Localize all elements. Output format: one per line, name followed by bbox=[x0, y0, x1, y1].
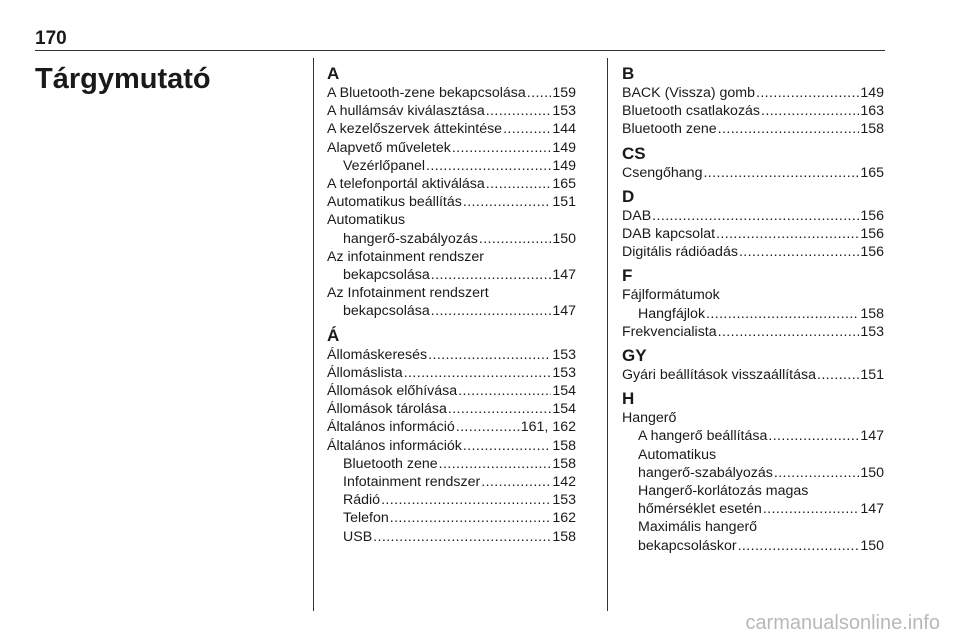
entry-label: USB bbox=[343, 528, 373, 545]
entry-page-number: 151 bbox=[552, 194, 576, 211]
dot-leader bbox=[456, 418, 520, 436]
entry-page-number: 149 bbox=[860, 85, 884, 101]
entry-label: A telefonportál aktiválása bbox=[327, 176, 485, 193]
index-entry[interactable] bbox=[327, 455, 576, 473]
index-entry[interactable] bbox=[622, 207, 884, 225]
entry-label: Infotainment rendszer bbox=[343, 474, 481, 491]
section-letter: H bbox=[622, 389, 635, 409]
dot-leader bbox=[527, 84, 552, 102]
section-letter: D bbox=[622, 186, 635, 206]
entry-label: bekapcsolása bbox=[343, 267, 430, 284]
index-title: Tárgymutató bbox=[35, 63, 211, 95]
entry-label: hangerő-szabályozás bbox=[343, 230, 478, 247]
dot-leader bbox=[404, 364, 552, 382]
index-entry[interactable] bbox=[622, 164, 884, 182]
section-letter: F bbox=[622, 266, 633, 286]
index-entry[interactable] bbox=[327, 528, 576, 546]
entry-page-number: 144 bbox=[552, 121, 576, 138]
section-letter: CS bbox=[622, 143, 646, 163]
entry-page-number: 149 bbox=[552, 157, 576, 174]
section-letter: GY bbox=[622, 346, 647, 366]
index-entry[interactable] bbox=[622, 500, 884, 518]
dot-leader bbox=[458, 382, 551, 400]
entry-label: Bluetooth csatlakozás bbox=[622, 103, 761, 120]
dot-leader bbox=[481, 473, 551, 491]
index-entry[interactable] bbox=[327, 473, 576, 491]
header-rule bbox=[35, 50, 885, 51]
entry-page-number: 151 bbox=[860, 367, 884, 384]
index-section bbox=[622, 346, 884, 384]
entry-page-number: 153 bbox=[552, 346, 576, 363]
column-divider-2 bbox=[607, 58, 608, 611]
entry-label: Automatikus beállítás bbox=[327, 194, 462, 211]
dot-leader bbox=[381, 491, 551, 509]
dot-leader bbox=[716, 225, 859, 243]
entry-label: DAB bbox=[622, 207, 652, 224]
index-section bbox=[622, 64, 884, 139]
entry-page-number: 156 bbox=[860, 226, 884, 243]
index-entry[interactable] bbox=[622, 427, 884, 445]
dot-leader bbox=[817, 366, 859, 384]
index-section bbox=[327, 326, 576, 546]
index-entry[interactable] bbox=[327, 230, 576, 248]
dot-leader bbox=[761, 102, 859, 120]
entry-label: A hullámsáv kiválasztása bbox=[327, 103, 485, 120]
dot-leader bbox=[486, 102, 552, 120]
entry-heading: Automatikus bbox=[327, 212, 406, 229]
entry-page-number: 158 bbox=[552, 455, 576, 472]
entry-page-number: 159 bbox=[552, 85, 576, 101]
entry-label: Telefon bbox=[343, 510, 389, 527]
entry-label: Csengőhang bbox=[622, 164, 703, 181]
dot-leader bbox=[373, 528, 551, 546]
index-entry[interactable] bbox=[327, 102, 576, 120]
index-entry[interactable] bbox=[327, 266, 576, 284]
index-entry[interactable] bbox=[622, 464, 884, 482]
entry-page-number: 153 bbox=[552, 364, 576, 381]
entry-label: hangerő-szabályozás bbox=[638, 464, 773, 481]
entry-page-number: 149 bbox=[552, 139, 576, 156]
entry-page-number: 147 bbox=[552, 267, 576, 284]
index-section bbox=[622, 144, 884, 182]
entry-page-number: 161, 162 bbox=[520, 419, 576, 436]
index-entry[interactable] bbox=[622, 243, 884, 261]
index-entry[interactable] bbox=[327, 491, 576, 509]
entry-heading: Automatikus bbox=[638, 446, 717, 463]
dot-leader bbox=[763, 500, 860, 518]
entry-heading: Maximális hangerő bbox=[638, 519, 758, 536]
dot-leader bbox=[774, 464, 859, 482]
entry-page-number: 158 bbox=[552, 528, 576, 545]
section-letter: Á bbox=[327, 325, 340, 345]
entry-label: Vezérlőpanel bbox=[343, 157, 426, 174]
entry-page-number: 147 bbox=[860, 428, 884, 445]
index-entry[interactable] bbox=[622, 537, 884, 555]
entry-label: bekapcsoláskor bbox=[638, 537, 737, 554]
entry-page-number: 158 bbox=[552, 437, 576, 454]
entry-label: Általános információk bbox=[327, 437, 462, 454]
dot-leader bbox=[428, 346, 551, 364]
index-entry[interactable] bbox=[622, 102, 884, 120]
dot-leader bbox=[448, 400, 551, 418]
dot-leader bbox=[463, 193, 551, 211]
entry-label: Digitális rádióadás bbox=[622, 244, 738, 261]
dot-leader bbox=[390, 509, 552, 527]
entry-heading: Az Infotainment rendszert bbox=[327, 285, 489, 302]
index-entry[interactable] bbox=[327, 139, 576, 157]
entry-label: Általános információ bbox=[327, 419, 455, 436]
entry-label: Állomások tárolása bbox=[327, 401, 447, 418]
entry-label: Gyári beállítások visszaállítása bbox=[622, 367, 816, 384]
index-entry[interactable] bbox=[622, 366, 884, 384]
dot-leader bbox=[768, 427, 859, 445]
index-section bbox=[622, 187, 884, 262]
entry-label: Állomáskeresés bbox=[327, 346, 428, 363]
entry-page-number: 162 bbox=[552, 510, 576, 527]
index-section bbox=[622, 266, 884, 341]
index-entry[interactable] bbox=[327, 302, 576, 320]
dot-leader bbox=[703, 164, 859, 182]
index-section bbox=[622, 389, 884, 555]
index-entry[interactable] bbox=[327, 418, 576, 436]
dot-leader bbox=[479, 230, 551, 248]
dot-leader bbox=[738, 537, 860, 555]
column-divider-1 bbox=[313, 58, 314, 611]
entry-label: A kezelőszervek áttekintése bbox=[327, 121, 503, 138]
index-entry[interactable] bbox=[327, 364, 576, 382]
index-entry[interactable] bbox=[622, 305, 884, 323]
dot-leader bbox=[718, 120, 860, 138]
dot-leader bbox=[756, 84, 859, 102]
entry-label: Állomások előhívása bbox=[327, 383, 458, 400]
dot-leader bbox=[706, 305, 859, 323]
index-entry[interactable] bbox=[327, 84, 576, 102]
index-column-2 bbox=[622, 64, 884, 555]
index-entry[interactable] bbox=[327, 120, 576, 138]
entry-label: A Bluetooth-zene bekapcsolása bbox=[327, 85, 526, 101]
entry-heading: Hangerő-korlátozás magas bbox=[638, 483, 809, 500]
index-entry[interactable] bbox=[327, 400, 576, 418]
entry-page-number: 153 bbox=[552, 103, 576, 120]
entry-page-number: 165 bbox=[860, 164, 884, 181]
entry-heading: Fájlformátumok bbox=[622, 287, 720, 304]
index-entry[interactable] bbox=[622, 225, 884, 243]
entry-label: Hangfájlok bbox=[638, 305, 706, 322]
dot-leader bbox=[503, 120, 551, 138]
index-entry[interactable] bbox=[622, 84, 884, 102]
entry-label: Bluetooth zene bbox=[343, 455, 438, 472]
index-entry[interactable] bbox=[327, 509, 576, 527]
index-entry[interactable] bbox=[327, 175, 576, 193]
dot-leader bbox=[463, 437, 551, 455]
watermark: carmanualsonline.info bbox=[745, 612, 940, 634]
entry-heading: Hangerő bbox=[622, 410, 677, 427]
dot-leader bbox=[486, 175, 552, 193]
entry-label: Állomáslista bbox=[327, 364, 403, 381]
index-entry[interactable] bbox=[327, 193, 576, 211]
dot-leader bbox=[718, 323, 860, 341]
entry-label: A hangerő beállítása bbox=[638, 428, 768, 445]
index-entry[interactable] bbox=[327, 346, 576, 364]
entry-label: DAB kapcsolat bbox=[622, 226, 716, 243]
index-section bbox=[327, 64, 576, 321]
entry-page-number: 156 bbox=[860, 207, 884, 224]
entry-page-number: 158 bbox=[860, 121, 884, 138]
entry-label: bekapcsolása bbox=[343, 303, 430, 320]
dot-leader bbox=[426, 157, 551, 175]
entry-page-number: 154 bbox=[552, 383, 576, 400]
section-letter: A bbox=[327, 64, 340, 83]
entry-label: Alapvető műveletek bbox=[327, 139, 451, 156]
entry-label: BACK (Vissza) gomb bbox=[622, 85, 755, 101]
entry-page-number: 153 bbox=[552, 492, 576, 509]
entry-page-number: 150 bbox=[552, 230, 576, 247]
entry-page-number: 153 bbox=[860, 323, 884, 340]
entry-page-number: 163 bbox=[860, 103, 884, 120]
entry-page-number: 156 bbox=[860, 244, 884, 261]
entry-page-number: 142 bbox=[552, 474, 576, 491]
entry-page-number: 154 bbox=[552, 401, 576, 418]
index-entry[interactable] bbox=[622, 323, 884, 341]
section-letter: B bbox=[622, 64, 635, 83]
index-column-1 bbox=[327, 64, 576, 546]
entry-page-number: 150 bbox=[860, 537, 884, 554]
dot-leader bbox=[739, 243, 859, 261]
index-entry[interactable] bbox=[327, 382, 576, 400]
entry-label: Bluetooth zene bbox=[622, 121, 717, 138]
index-entry[interactable] bbox=[327, 157, 576, 175]
entry-label: hőmérséklet esetén bbox=[638, 501, 762, 518]
entry-page-number: 147 bbox=[552, 303, 576, 320]
index-entry[interactable] bbox=[622, 120, 884, 138]
entry-page-number: 165 bbox=[552, 176, 576, 193]
entry-page-number: 158 bbox=[860, 305, 884, 322]
dot-leader bbox=[431, 266, 552, 284]
entry-label: Frekvencialista bbox=[622, 323, 717, 340]
entry-label: Rádió bbox=[343, 492, 381, 509]
entry-heading: Az infotainment rendszer bbox=[327, 248, 484, 265]
dot-leader bbox=[652, 207, 859, 225]
dot-leader bbox=[452, 139, 552, 157]
entry-page-number: 150 bbox=[860, 464, 884, 481]
index-entry[interactable] bbox=[327, 437, 576, 455]
entry-page-number: 147 bbox=[860, 501, 884, 518]
dot-leader bbox=[439, 455, 552, 473]
page-number: 170 bbox=[35, 28, 67, 49]
dot-leader bbox=[431, 302, 552, 320]
